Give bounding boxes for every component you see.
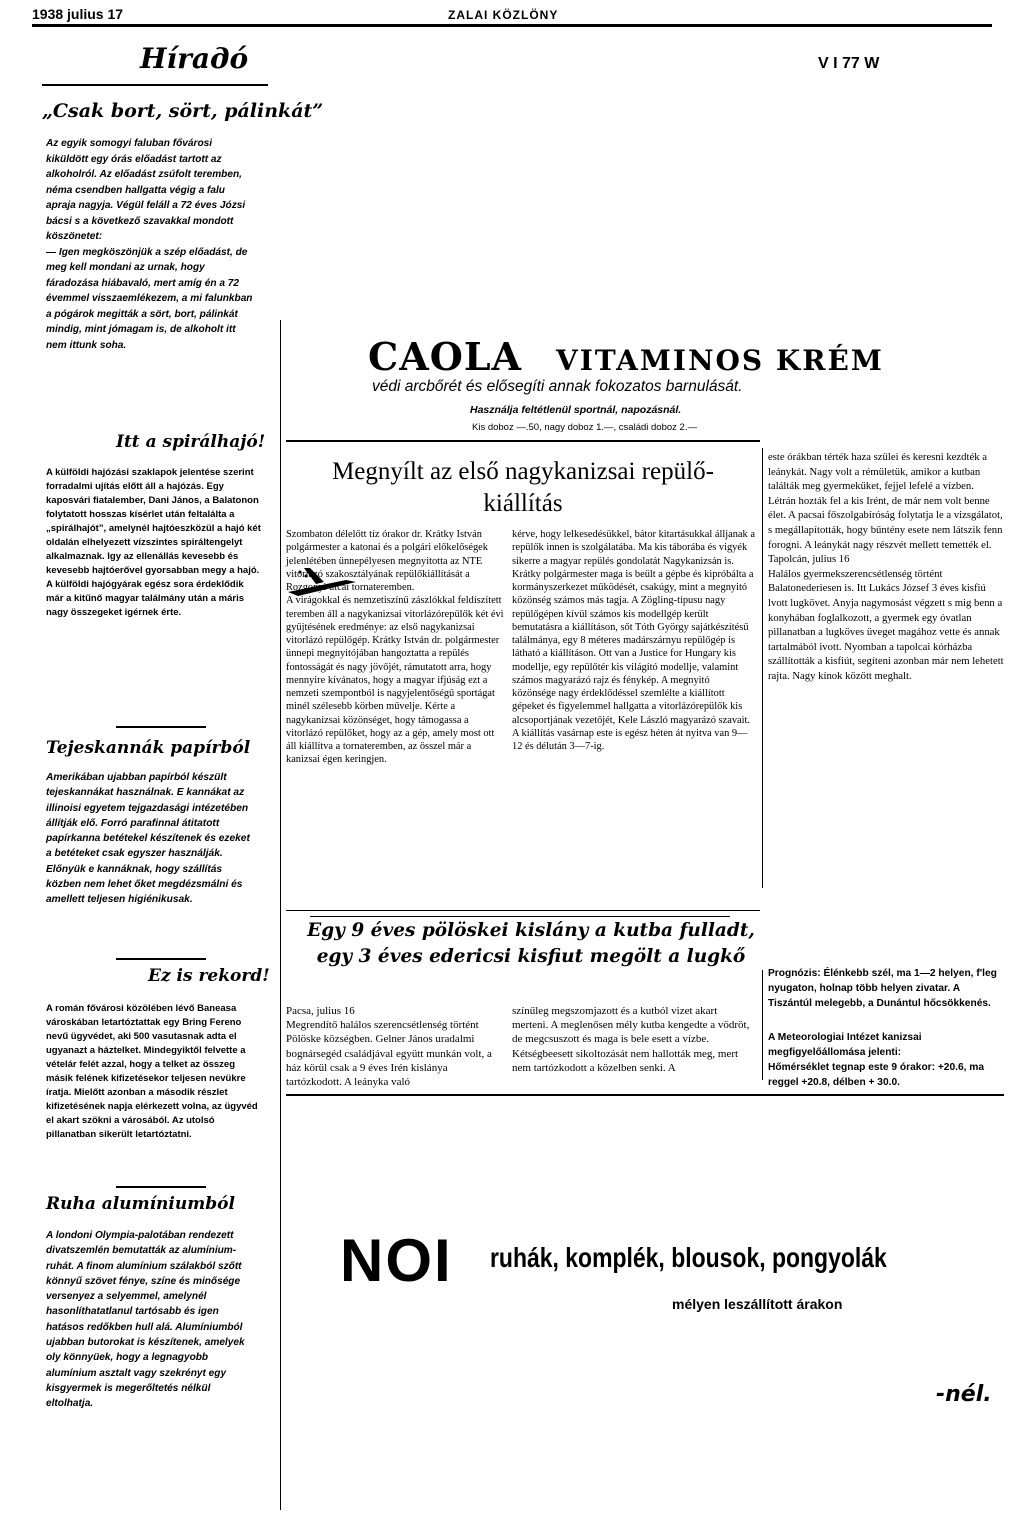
masthead-title: ZALAI KÖZLÖNY (448, 8, 559, 22)
child-headline: Egy 9 éves pölöskei kislány a kutba fulladt, egy 3 éves edericsi kisfiut megölt a lugkő (307, 920, 755, 967)
item-heading-5: Ruha alumíniumból (46, 1194, 235, 1214)
mid-rule-2 (310, 916, 730, 917)
caola-brand: CAOLA (368, 334, 523, 379)
caola-tagline: védi arcbőrét és elősegíti annak fokozatos barnulását. (372, 378, 743, 395)
left-column-rule (42, 84, 268, 86)
divider-1 (116, 726, 206, 728)
caola-prices: Kis doboz —.50, nagy doboz 1.—, családi doboz 2.— (472, 422, 697, 433)
divider-3 (116, 1186, 206, 1188)
caola-rule (286, 440, 760, 442)
weather-forecast: Prognózis: Élénkebb szél, ma 1—2 helyen, f'leg nyugaton, holnap több helyen zivatar. A Tiszántúl melegebb, a Dunántul hőcsökkenés. (768, 968, 997, 1009)
child-col1: Pacsa, julius 16 Megrendítő halálos szerencsétlenség történt Pölöske községben. Gelner János uradalmi bognársegéd családjával együtt munkán volt, a ház körül csak a 9 éves Irén kislánya tartózkodott. A leányka való (286, 1005, 492, 1089)
item-body-1: Az egyik somogyi faluban fővárosi kiküldött egy órás előadást tartott az alkoholról. Az előadást zsúfolt teremben, néma csendben hallgatta végig a falu apraja nagyja. Végül feláll a 72 éves Józsi bácsi s a következő szavakkal mondott köszönetet: — Igen megköszönjük a szép előadást, de meg kell mondani az urnak, hogy fáradozása hiábavaló, mert amíg én a 72 évemmel visszaemlékezem, a mi falunkban a pógárok megitták a sört, bort, pálinkát mindig, mint jómagam is, de alkoholt itt nem ittunk soha. (46, 138, 253, 351)
item-body-4: A román fővárosi közölében lévő Baneasa városkában letartóztattak egy Bring Fereno nevű ügyvédet, aki 500 vasutasnak adta el ugyanazt a háztelket. Mindegyiktől felvette a vételár felét azzal, hogy a telket az összeg másik felének kifizetésekor teljesen nevükre íratja. Mielőtt azonban a második részlet kifizetésének napja elérkezett volna, az ügyvéd el akart szökni a városából. Az utolsó pillanatban sikerült letartóztatni. (46, 1003, 258, 1140)
noi-big: NOI (340, 1227, 453, 1294)
item-body-2: A külföldi hajózási szaklapok jelentése szerint forradalmi ujítás előtt áll a hajózás. Egy kaposvári fiatalember, Dani János, a Balatonon folytatott hosszas kísérlet után feltalálta a „spirálhajót”, amelynél hajtóeszközül a hajó két oldalán elhelyezett vízszintes spiráltengelyt alkalmaznak. Igy az ellenállás kevesebb és kevesebb hajtóerővel gyorsabban megy a hajó. A külföldi hajógyárak egész sora érdeklődik már a kitűnő magyar találmány után a máris nagy összegeket igérnek érte. (46, 467, 261, 618)
divider-2 (116, 958, 206, 960)
item-heading-1: „Csak bort, sört, pálinkát” (42, 100, 324, 122)
masthead-rule (32, 24, 992, 27)
masthead-date: 1938 julius 17 (32, 6, 124, 22)
item-heading-3: Tejeskannák papírból (46, 738, 251, 758)
item-body-5: A londoni Olympia-palotában rendezett divatszemlén bemutatták az alumínium-ruhát. A finom alumínium szálakból szőtt könnyű szövet fénye, színe és minősége versenyez a selyemmel, amelynél hasonlíthatatlanul tartósabb és igen hatásos redőkben hull alá. Alumíniumból ujabban butorokat is készítenek, amelyek oly könnyüek, hogy a legnagyobb alumínium asztalt vagy szekrényt egy kisgyermek is megerőltetés nélkül eltolhatja. (46, 1230, 245, 1410)
airplane-col2: kérve, hogy lelkesedésükkel, bátor kitartásukkal álljanak a repülők innen is szolgálatába. Ma kis táborába és vigyék sikerre a magyar repülés gondolatát Nagykanizsán is. Krátky polgármester maga is beült a gépbe és kipróbálta a kormányszerkezet működését, csakúgy, mint a megnyitó közönség számos más tagja. A Zögling-típusu nagy repülőgépen kívül számos kis modellgép került bemutatásra a kiállításon, sőt Tóth György sajátkészítésű találmánya, egy 8 méteres madárszárnyu repülőgép is látható a kiállításon. Ott van a Justice for Hungary kis modellje, egy repülőtér kis világító modellje, valamint számos magyarázó rajz és fénykép. A megnyitó közönsége nagy érdeklődéssel szemlélte a kiállított gépeket és figyelemmel hallgatta a vitorlázórepülők kis alcsoportjának vezetőjét, Kele László magyarázó szavait. A kiállítás vasárnap este is egész héten át nyitva van 9—12 és délután 3—7-ig. (512, 529, 755, 752)
right-column-separator (762, 448, 763, 888)
noi-sub: mélyen leszállított árakon (672, 1296, 843, 1312)
noi-ad-top-rule (286, 1094, 1004, 1096)
weather-rule (762, 970, 763, 1080)
child-col2: színűleg megszomjazott és a kutból vizet akart merteni. A meglenősen mély kutba kengedte a vödröt, de megcsuszott és maga is bele esett a vízbe. Kétségbeesett sikoltozását nem hallották meg, mert nem tartózkodott a közelben senki. A (512, 1005, 750, 1074)
airplane-headline: Megnyílt az első nagykanizsai repülő-kiállítás (332, 458, 714, 517)
item-body-3: Amerikában ujabban papírból készült tejeskannákat használnak. E kannákat az illinoisi egyetem tejgazdasági intézetében állítják elő. Forró parafinnal átitatott papírkanna betétekel készítenek és ezeket a betéteket csak egyszer használják. Előnyük e kannáknak, hogy szállítás közben nem lehet őket megdézsmálni és amellett teljesen higiénikusak. (46, 772, 250, 906)
caola-usage: Használja feltétlenül sportnál, napozásnál. (470, 404, 682, 416)
section-title: Hírадó (140, 42, 249, 75)
mid-rule-1 (286, 910, 760, 911)
noi-signature: -nél. (936, 1382, 992, 1407)
page-mark: V I 77 W (818, 55, 880, 72)
airplane-col1: Szombaton délelőtt tíz órakor dr. Krátky István polgármester a katonai és a polgári előkelőségek jelenlétében ünnepélyesen megnyitotta az NTE vitorlázó szakosztályának repülőkiállítását a Rozgonyi utcai tornateremben. A virágokkal és nemzetiszínű zászlókkal feldíszített teremben áll a nagykanizsai vitorlázórepülők két évi gyűjtésének eredménye: az első nagykanizsai vitorlázó repülőgép. Krátky István dr. polgármester ünnepi megnyitójában hangoztatta a repülés fontosságát és nagy jövőjét, rámutatott arra, hogy mennyire kívánatos, hogy a magyar ifjúság ezt a nemzeti szempontból is nagyjelentőségű sportágat minél szélesebb körben művelje. Kérte a nagykanizsai közönséget, hogy támogassa a vitorlázó repülőket, hogy az a gép, amely most ott áll kiállítva a tornateremben, az összel már a kanizsai égen keringjen. (286, 529, 504, 766)
item-heading-4: Ez is rekord! (148, 966, 270, 986)
caola-product: VITAMINOS KRÉM (556, 344, 884, 377)
column-separator (280, 320, 281, 1510)
weather-report: A Meteorologiai Intézet kanizsai megfigyelőállomása jelenti: Hőmérséklet tegnap este 9 órakor: +20.6, ma reggel +20.8, délben + 30.0. (768, 1032, 985, 1088)
noi-rest: ruhák, komplék, blousok, pongyolák (490, 1242, 887, 1273)
item-heading-2: Itt a spirálhajó! (116, 432, 266, 452)
right-column-text: este órákban térték haza szülei és keresni kezdték a leánykát. Nagy volt a rémületük, amikor a kutban találták meg gyermeküket, fejjel lefelé a vízben. Létrán hozták fel a kis Irént, de már nem volt benne élet. A pacsai főszolgabíróság folytatja le a vizsgálatot, s megállapították, hogy bűntény esete nem látszik fenn forogni. A leánykát nagy részvét mellett temették el. Tapolcán, julius 16 Halálos gyermekszerencsétlenség történt Balatonederiesen is. Itt Lukács József 3 éves kisfiú lvott lugkövet. Anyja nagymosást végzett s mig benn a konyhában foglalkozott, a gyermek egy óvatlan pillanatban a lugköves üveget magához vette és annak tartalmából ivott. Nyomban a tapolcai kórházba szállították a kisfiút, segíteni azonban már nem lehetett rajta. Nagy kínok között meghalt. (768, 451, 1004, 682)
